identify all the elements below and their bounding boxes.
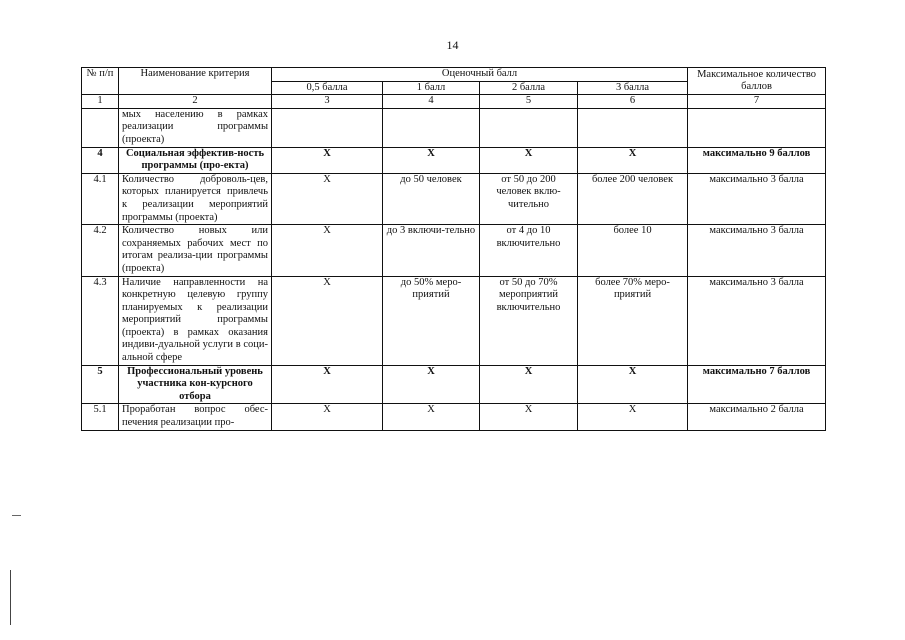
col-number: 7: [688, 95, 826, 109]
row-score-3: более 10: [578, 225, 688, 276]
row-max: максимально 3 балла: [688, 173, 826, 224]
row-score-05: X: [272, 173, 383, 224]
row-score-3: X: [578, 404, 688, 430]
row-name: Наличие направленности на конкретную целевую группу планируемых к реализации мероприятий программы (проекта) в рамках оказания индиви-дуальной услуги в соци-альной сфере: [119, 276, 272, 365]
header-num: № п/п: [82, 68, 119, 95]
row-score-05: X: [272, 225, 383, 276]
header-score-1: 1 балл: [383, 81, 480, 95]
row-num: 4.3: [82, 276, 119, 365]
table-row: [82, 276, 826, 365]
col-number: 2: [119, 95, 272, 109]
table-header-row: [82, 68, 826, 82]
row-num: 4.2: [82, 225, 119, 276]
row-score-05: X: [272, 404, 383, 430]
table-row: [82, 147, 826, 173]
col-number: 3: [272, 95, 383, 109]
page-number: 14: [446, 38, 459, 52]
row-max: максимально 9 баллов: [688, 147, 826, 173]
row-score-3: более 200 человек: [578, 173, 688, 224]
row-score-1: [383, 108, 480, 147]
row-num: 5.1: [82, 404, 119, 430]
table-row: [82, 404, 826, 430]
row-score-3: [578, 108, 688, 147]
row-score-05: X: [272, 276, 383, 365]
row-score-2: X: [480, 147, 578, 173]
row-score-2: от 4 до 10 включительно: [480, 225, 578, 276]
row-score-1: X: [383, 147, 480, 173]
row-score-2: [480, 108, 578, 147]
column-number-row: [82, 95, 826, 109]
row-score-3: X: [578, 147, 688, 173]
col-number: 4: [383, 95, 480, 109]
row-name: Проработан вопрос обес-печения реализации про-: [119, 404, 272, 430]
row-score-05: [272, 108, 383, 147]
margin-mark: [12, 515, 21, 516]
row-name: Количество новых или сохраняемых рабочих мест по итогам реализа-ции программы (проекта): [119, 225, 272, 276]
row-max: максимально 7 баллов: [688, 365, 826, 404]
header-score-05: 0,5 балла: [272, 81, 383, 95]
row-score-05: X: [272, 365, 383, 404]
row-score-1: до 50% меро-приятий: [383, 276, 480, 365]
row-score-1: X: [383, 404, 480, 430]
row-score-2: X: [480, 404, 578, 430]
header-score-group: Оценочный балл: [272, 68, 688, 82]
row-score-1: до 50 человек: [383, 173, 480, 224]
header-score-3: 3 балла: [578, 81, 688, 95]
row-num: 4: [82, 147, 119, 173]
header-score-2: 2 балла: [480, 81, 578, 95]
row-score-1: X: [383, 365, 480, 404]
col-number: 6: [578, 95, 688, 109]
row-num: [82, 108, 119, 147]
table-row: [82, 365, 826, 404]
row-max: максимально 2 балла: [688, 404, 826, 430]
row-name: Профессиональный уровень участника кон-курсного отбора: [119, 365, 272, 404]
criteria-table: [81, 67, 826, 431]
col-number: 5: [480, 95, 578, 109]
row-score-2: от 50 до 200 человек вклю-чительно: [480, 173, 578, 224]
table-row: [82, 173, 826, 224]
row-max: [688, 108, 826, 147]
table-row: [82, 108, 826, 147]
row-num: 4.1: [82, 173, 119, 224]
row-score-2: X: [480, 365, 578, 404]
row-score-2: от 50 до 70% мероприятий включительно: [480, 276, 578, 365]
row-score-05: X: [272, 147, 383, 173]
row-name: мых населению в рамках реализации программы (проекта): [119, 108, 272, 147]
row-max: максимально 3 балла: [688, 225, 826, 276]
scan-edge-line: [10, 570, 11, 625]
header-max: Максимальное количество баллов: [688, 68, 826, 95]
col-number: 1: [82, 95, 119, 109]
row-max: максимально 3 балла: [688, 276, 826, 365]
row-num: 5: [82, 365, 119, 404]
row-score-3: X: [578, 365, 688, 404]
row-name: Социальная эффектив-ность программы (про-екта): [119, 147, 272, 173]
row-name: Количество доброволь-цев, которых планируется привлечь к реализации мероприятий программы (проекта): [119, 173, 272, 224]
row-score-3: более 70% меро-приятий: [578, 276, 688, 365]
row-score-1: до 3 включи-тельно: [383, 225, 480, 276]
table-row: [82, 225, 826, 276]
header-name: Наименование критерия: [119, 68, 272, 95]
